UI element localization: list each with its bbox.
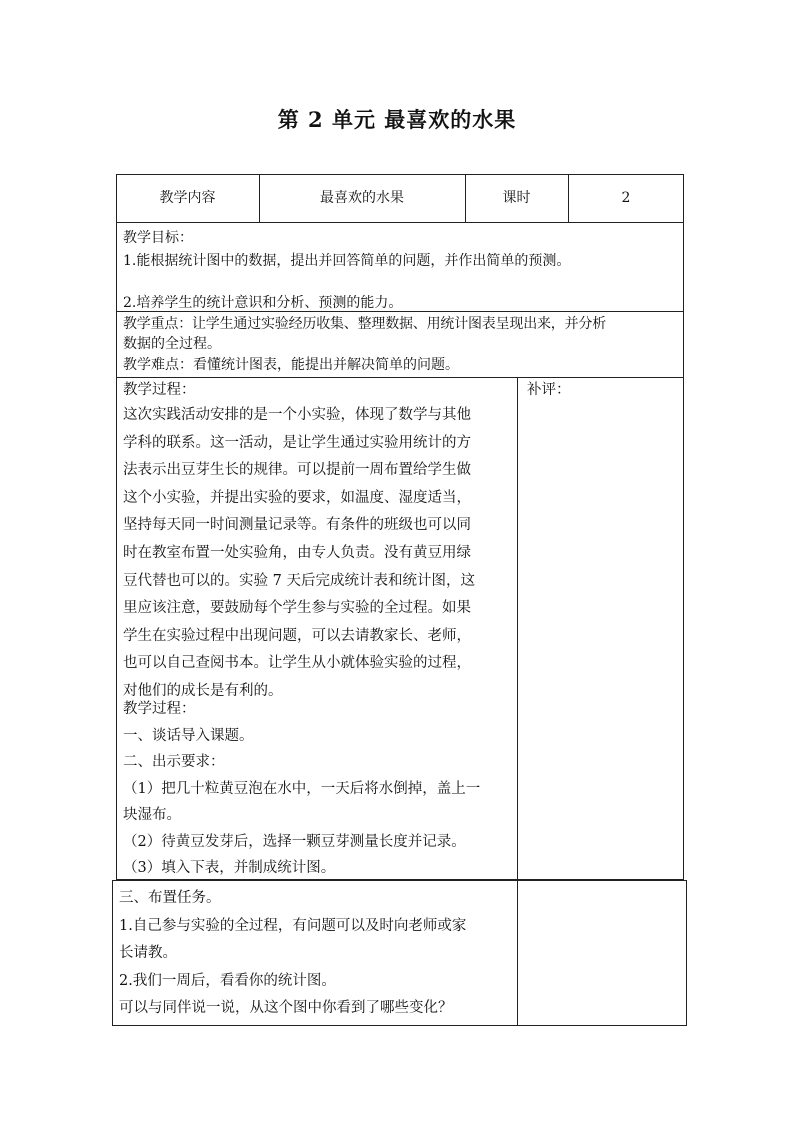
intro-line: 也可以自己查阅书本。让学生从小就体验实验的过程， — [123, 655, 471, 672]
step-line: 二、出示要求： — [123, 754, 225, 770]
requirement-line: （1）把几十粒黄豆泡在水中，一天后将水倒掉，盖上一 — [123, 780, 481, 797]
objective-item: 1.能根据统计图中的数据，提出并回答简单的问题，并作出简单的预测。 — [123, 253, 571, 269]
intro-line: 这个小实验，并提出实验的要求，如温度、湿度适当， — [123, 489, 471, 506]
requirement-line: （3）填入下表，并制成统计图。 — [123, 860, 336, 876]
requirement-line: 块湿布。 — [123, 807, 181, 823]
content-label: 教学内容 — [159, 190, 216, 206]
process-heading-2: 教学过程： — [123, 701, 196, 717]
task-line: 1.自己参与实验的全过程，有问题可以及时向老师或家 — [119, 917, 467, 934]
task-divider — [517, 880, 518, 1026]
intro-line: 法表示出豆芽生长的规律。可以提前一周布置给学生做 — [123, 462, 471, 479]
key-point-line: 数据的全过程。 — [123, 336, 221, 352]
process-divider — [517, 377, 518, 880]
objective-item: 2.培养学生的统计意识和分析、预测的能力。 — [123, 295, 403, 311]
objectives-heading: 教学目标： — [123, 230, 193, 246]
intro-line: 学科的联系。这一活动，是让学生通过实验用统计的方 — [123, 434, 471, 451]
period-label: 课时 — [502, 190, 531, 206]
intro-line: 坚持每天同一时间测量记录等。有条件的班级也可以同 — [123, 517, 471, 534]
requirement-line: （2）待黄豆发芽后，选择一颗豆芽测量长度并记录。 — [123, 833, 466, 850]
row-divider — [116, 222, 684, 223]
process-heading: 教学过程： — [123, 382, 196, 398]
intro-line: 这次实践活动安排的是一个小实验，体现了数学与其他 — [123, 407, 471, 423]
row-divider — [116, 377, 684, 378]
comment-label: 补评： — [527, 382, 571, 398]
intro-line: 时在教室布置一处实验角，由专人负责。没有黄豆用绿 — [123, 544, 471, 561]
period-value: 2 — [621, 190, 631, 206]
intro-line: 学生在实验过程中出现问题，可以去请教家长、老师， — [123, 627, 471, 644]
intro-line: 里应该注意，要鼓励每个学生参与实验的全过程。如果 — [123, 600, 471, 617]
task-line: 2.我们一周后，看看你的统计图。 — [119, 972, 336, 989]
task-heading: 三、布置任务。 — [119, 890, 221, 906]
process-intro — [123, 402, 515, 706]
key-point-line: 教学重点：让学生通过实验经历收集、整理数据、用统计图表呈现出来，并分析 — [123, 316, 606, 332]
task-content — [119, 885, 515, 1023]
process-steps — [123, 696, 517, 882]
intro-line: 对他们的成长是有利的。 — [123, 682, 283, 699]
task-line: 可以与同伴说一说，从这个图中你看到了哪些变化？ — [119, 1000, 453, 1017]
task-line: 长请教。 — [119, 945, 177, 962]
step-line: 一、谈话导入课题。 — [123, 727, 254, 744]
difficulty-line: 教学难点：看懂统计图表，能提出并解决简单的问题。 — [123, 357, 459, 373]
content-value: 最喜欢的水果 — [320, 190, 404, 206]
page-title: 第 2 单元 最喜欢的水果 — [277, 107, 517, 132]
intro-line: 豆代替也可以的。实验 7 天后完成统计表和统计图，这 — [123, 572, 475, 589]
